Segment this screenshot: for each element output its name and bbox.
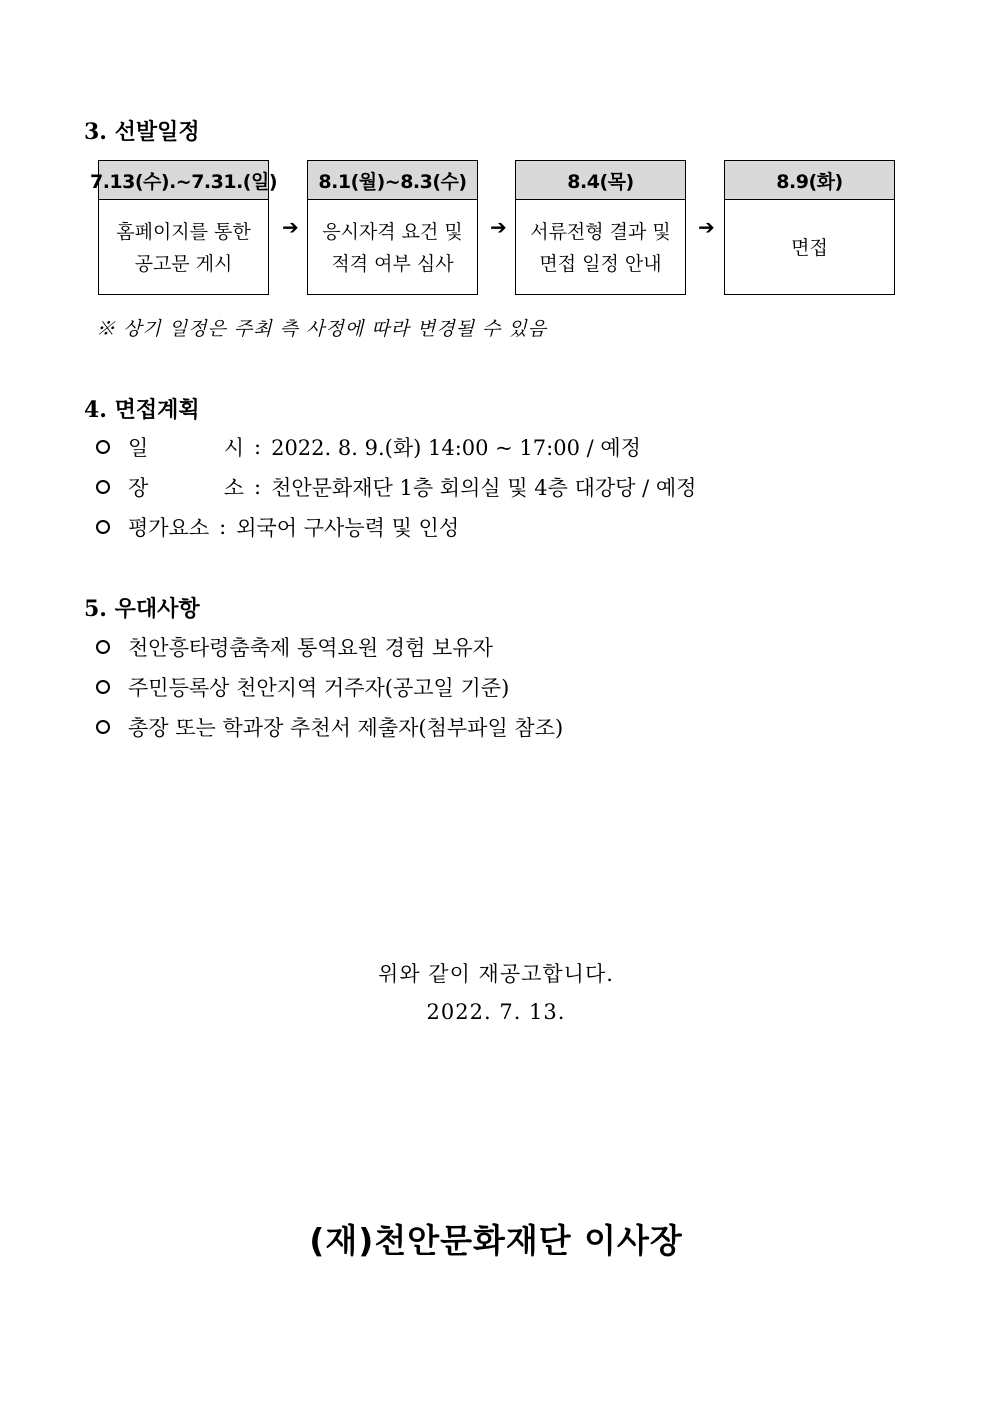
schedule-step-2 (307, 160, 478, 295)
section4-heading: 4. 면접계획 (84, 397, 200, 423)
preference-text: 총장 또는 학과장 추천서 제출자(첨부파일 참조) (128, 716, 564, 740)
row-label: 장 소 (128, 476, 244, 500)
organization-signature: (재)천안문화재단 이사장 (309, 1221, 683, 1260)
preference-text: 천안흥타령춤축제 통역요원 경험 보유자 (128, 636, 493, 660)
circle-bullet-icon (96, 720, 110, 734)
row-separator: : (254, 435, 262, 459)
row-label: 평가요소 (128, 516, 210, 540)
interview-place-row (96, 472, 696, 502)
schedule-step-1 (89, 160, 278, 295)
row-separator: : (219, 515, 227, 539)
preference-item (96, 712, 563, 742)
schedule-step-3 (515, 160, 686, 295)
row-separator: : (254, 475, 262, 499)
schedule-step-date: 7.13(수).~7.31.(일) (99, 161, 268, 200)
arrow-right-icon: ➔ (282, 215, 299, 239)
section5-heading: 5. 우대사항 (84, 596, 200, 622)
schedule-step-desc: 응시자격 요건 및 적격 여부 심사 (322, 220, 463, 275)
row-label: 일 시 (128, 436, 244, 460)
closing-text: 위와 같이 재공고합니다. (378, 962, 614, 986)
circle-bullet-icon (96, 480, 110, 494)
schedule-note: ※ 상기 일정은 주최 측 사정에 따라 변경될 수 있음 (96, 318, 548, 340)
schedule-step-desc: 서류전형 결과 및 면접 일정 안내 (530, 220, 671, 275)
circle-bullet-icon (96, 680, 110, 694)
interview-criteria-row (96, 512, 459, 542)
schedule-step-date: 8.9(화) (725, 161, 894, 200)
closing-date: 2022. 7. 13. (426, 1000, 566, 1024)
schedule-step-date: 8.4(목) (516, 161, 685, 200)
preference-item (96, 672, 509, 702)
preference-item (96, 632, 493, 662)
circle-bullet-icon (96, 440, 110, 454)
arrow-right-icon: ➔ (490, 215, 507, 239)
arrow-right-icon: ➔ (698, 215, 715, 239)
circle-bullet-icon (96, 520, 110, 534)
interview-date-row (96, 432, 641, 462)
row-value: 외국어 구사능력 및 인성 (236, 516, 460, 540)
schedule-step-desc: 면접 (791, 236, 828, 259)
row-value: 천안문화재단 1층 회의실 및 4층 대강당 / 예정 (271, 476, 697, 500)
schedule-step-4 (724, 160, 895, 295)
circle-bullet-icon (96, 640, 110, 654)
schedule-step-date: 8.1(월)~8.3(수) (308, 161, 477, 200)
preference-text: 주민등록상 천안지역 거주자(공고일 기준) (128, 676, 510, 700)
row-value: 2022. 8. 9.(화) 14:00 ~ 17:00 / 예정 (271, 436, 641, 460)
section3-heading: 3. 선발일정 (84, 119, 200, 145)
schedule-step-desc: 홈페이지를 통한 공고문 게시 (116, 220, 251, 275)
